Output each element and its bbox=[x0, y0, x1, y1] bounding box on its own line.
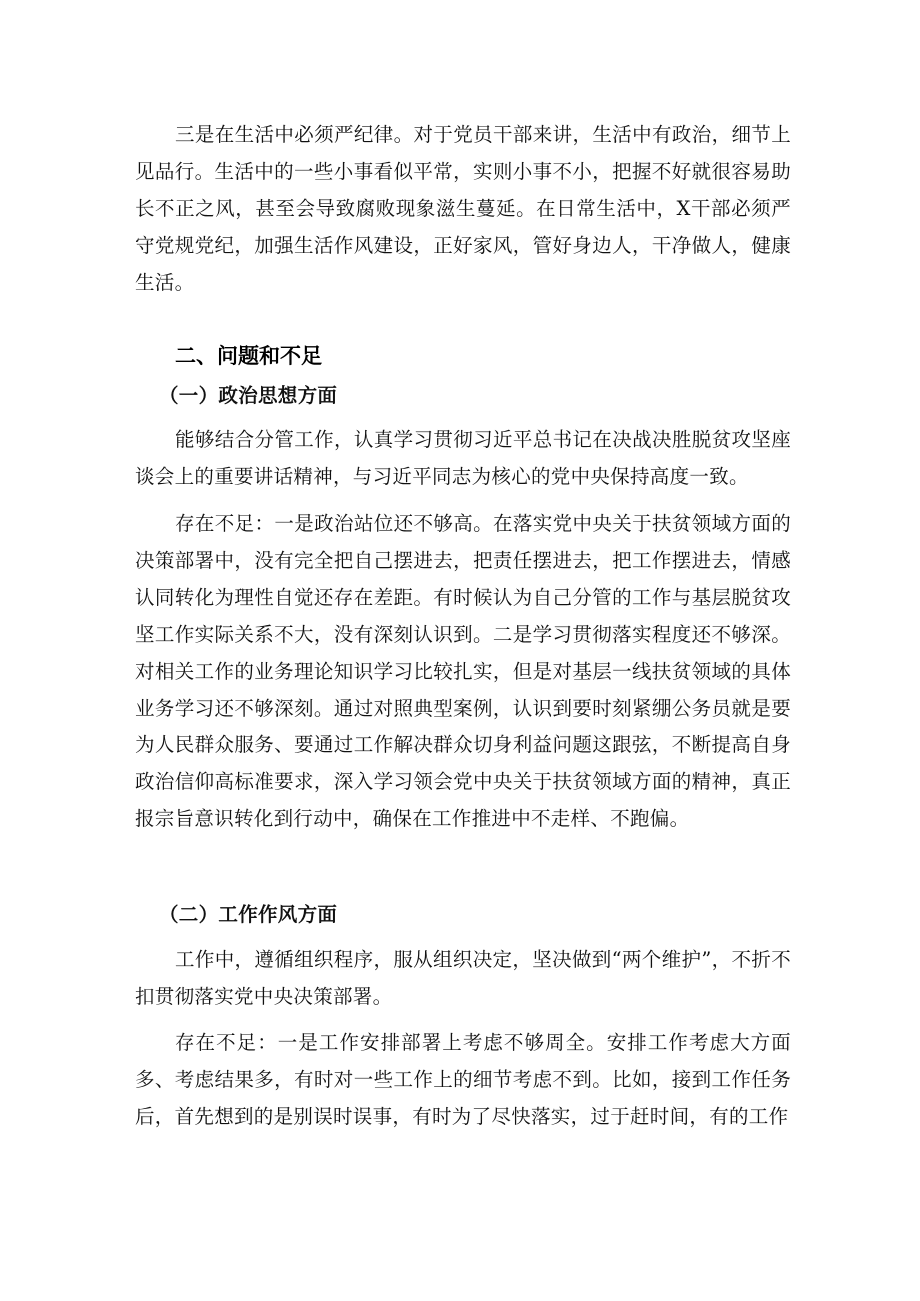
paragraph-work-shortcomings: 存在不足：一是工作安排部署上考虑不够周全。安排工作考虑大方面多、考虑结果多，有时对一些工作上的细节考虑不到。比如，接到工作任务后，首先想到的是别误时误事，有时为了尽快落实，过于赶时间，有的工作 bbox=[135, 1031, 791, 1128]
subheading-work-style: （二）工作作风方面 bbox=[159, 903, 338, 926]
paragraph-life-discipline: 三是在生活中必须严纪律。对于党员干部来讲，生活中有政治，细节上见品行。生活中的一些小事看似平常，实则小事不小，把握不好就很容易助长不正之风，甚至会导致腐败现象滋生蔓延。在日常生活中，X干部必须严守党规党纪，加强生活作风建设，正好家风，管好身边人，干净做人，健康生活。 bbox=[135, 123, 791, 294]
paragraph-work-style: 工作中，遵循组织程序，服从组织决定，坚决做到“两个维护”，不折不扣贯彻落实党中央决策部署。 bbox=[135, 948, 791, 1008]
section-heading-problems: 二、问题和不足 bbox=[175, 344, 322, 368]
paragraph-political-thought: 能够结合分管工作，认真学习贯彻习近平总书记在决战决胜脱贫攻坚座谈会上的重要讲话精神，与习近平同志为核心的党中央保持高度一致。 bbox=[135, 428, 791, 488]
paragraph-political-shortcomings: 存在不足：一是政治站位还不够高。在落实党中央关于扶贫领域方面的决策部署中，没有完全把自己摆进去，把责任摆进去，把工作摆进去，情感认同转化为理性自觉还存在差距。有时候认为自己分管的工作与基层脱贫攻坚工作实际关系不大，没有深刻认识到。二是学习贯彻落实程度还不够深。对相关工作的业务理论知识学习比较扎实，但是对基层一线扶贫领域的具体业务学习还不够深刻。通过对照典型案例，认识到要时刻紧绷公务员就是要为人民群众服务、要通过工作解决群众切身利益问题这跟弦，不断提高自身政治信仰高标准要求，深入学习领会党中央关于扶贫领域方面的精神，真正报宗旨意识转化到行动中，确保在工作推进中不走样、不跑偏。 bbox=[135, 512, 791, 831]
subheading-political-thought: （一）政治思想方面 bbox=[159, 384, 338, 407]
